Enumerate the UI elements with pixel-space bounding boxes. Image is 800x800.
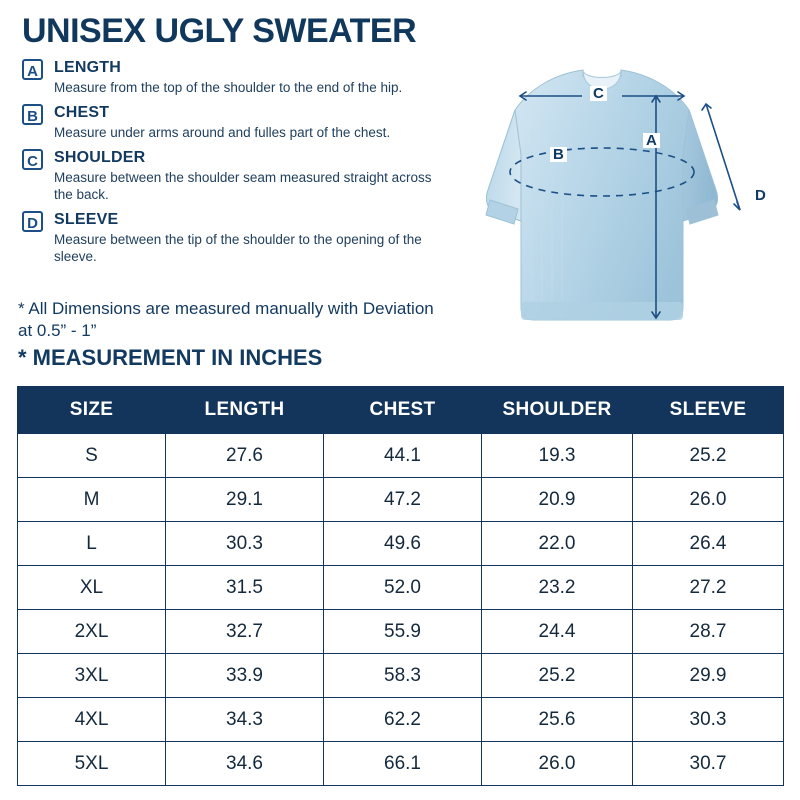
table-header-chest: CHEST	[324, 387, 482, 434]
table-row	[18, 742, 784, 786]
table-header-length: LENGTH	[166, 387, 324, 434]
legend-badge-c: C	[22, 149, 43, 170]
table-row	[18, 522, 784, 566]
dimension-label-d: D	[752, 188, 769, 203]
cell-size: XL	[18, 566, 166, 610]
cell-sleeve: 29.9	[633, 654, 784, 698]
table-row	[18, 698, 784, 742]
legend-title-length: LENGTH	[54, 59, 121, 76]
cell-sleeve: 30.3	[633, 698, 784, 742]
cell-shoulder: 19.3	[482, 434, 633, 478]
cell-shoulder: 26.0	[482, 742, 633, 786]
legend-badge-a: A	[22, 59, 43, 80]
cell-chest: 66.1	[324, 742, 482, 786]
cell-shoulder: 25.2	[482, 654, 633, 698]
legend-title-chest: CHEST	[54, 104, 110, 121]
cell-size: 2XL	[18, 610, 166, 654]
cell-length: 29.1	[166, 478, 324, 522]
legend-desc-shoulder: Measure between the shoulder seam measured straight across the back.	[54, 170, 432, 202]
cell-shoulder: 22.0	[482, 522, 633, 566]
cell-length: 27.6	[166, 434, 324, 478]
legend-title-shoulder: SHOULDER	[54, 149, 146, 166]
table-header-size: SIZE	[18, 387, 166, 434]
legend-item-shoulder	[22, 148, 452, 203]
table-row	[18, 434, 784, 478]
legend-badge-b: B	[22, 104, 43, 125]
cell-sleeve: 28.7	[633, 610, 784, 654]
legend-desc-length: Measure from the top of the shoulder to the end of the hip.	[54, 80, 403, 95]
cell-length: 32.7	[166, 610, 324, 654]
cell-size: S	[18, 434, 166, 478]
cell-size: L	[18, 522, 166, 566]
legend-item-chest	[22, 103, 452, 141]
cell-size: M	[18, 478, 166, 522]
size-table	[17, 386, 784, 786]
dimension-label-c: C	[590, 86, 607, 101]
sweater-illustration	[420, 50, 790, 350]
legend-item-sleeve	[22, 210, 452, 265]
cell-length: 33.9	[166, 654, 324, 698]
cell-sleeve: 26.0	[633, 478, 784, 522]
legend-desc-chest: Measure under arms around and fulles part of the chest.	[54, 125, 391, 140]
table-row	[18, 610, 784, 654]
legend-title-sleeve: SLEEVE	[54, 211, 119, 228]
dimension-label-a: A	[643, 133, 660, 148]
measurement-legend	[22, 58, 452, 272]
cell-chest: 47.2	[324, 478, 482, 522]
cell-size: 4XL	[18, 698, 166, 742]
cell-length: 31.5	[166, 566, 324, 610]
cell-chest: 52.0	[324, 566, 482, 610]
cell-sleeve: 25.2	[633, 434, 784, 478]
measurement-unit-heading: * MEASUREMENT IN INCHES	[18, 345, 323, 370]
deviation-note: * All Dimensions are measured manually with Deviation at 0.5” - 1”	[18, 299, 434, 340]
cell-size: 5XL	[18, 742, 166, 786]
cell-shoulder: 20.9	[482, 478, 633, 522]
table-row	[18, 566, 784, 610]
page-title: UNISEX UGLY SWEATER	[22, 12, 417, 50]
cell-shoulder: 24.4	[482, 610, 633, 654]
cell-length: 34.3	[166, 698, 324, 742]
table-row	[18, 654, 784, 698]
cell-sleeve: 30.7	[633, 742, 784, 786]
table-header-sleeve: SLEEVE	[633, 387, 784, 434]
cell-length: 34.6	[166, 742, 324, 786]
table-header-shoulder: SHOULDER	[482, 387, 633, 434]
table-row	[18, 478, 784, 522]
legend-item-length	[22, 58, 452, 96]
cell-sleeve: 27.2	[633, 566, 784, 610]
cell-chest: 49.6	[324, 522, 482, 566]
table-header-row	[18, 387, 784, 434]
cell-shoulder: 23.2	[482, 566, 633, 610]
cell-length: 30.3	[166, 522, 324, 566]
cell-chest: 44.1	[324, 434, 482, 478]
cell-chest: 62.2	[324, 698, 482, 742]
legend-desc-sleeve: Measure between the tip of the shoulder to the opening of the sleeve.	[54, 232, 422, 264]
cell-size: 3XL	[18, 654, 166, 698]
dimension-label-b: B	[550, 147, 567, 162]
cell-chest: 55.9	[324, 610, 482, 654]
cell-sleeve: 26.4	[633, 522, 784, 566]
sweater-shape	[486, 70, 718, 320]
cell-chest: 58.3	[324, 654, 482, 698]
cell-shoulder: 25.6	[482, 698, 633, 742]
legend-badge-d: D	[22, 211, 43, 232]
